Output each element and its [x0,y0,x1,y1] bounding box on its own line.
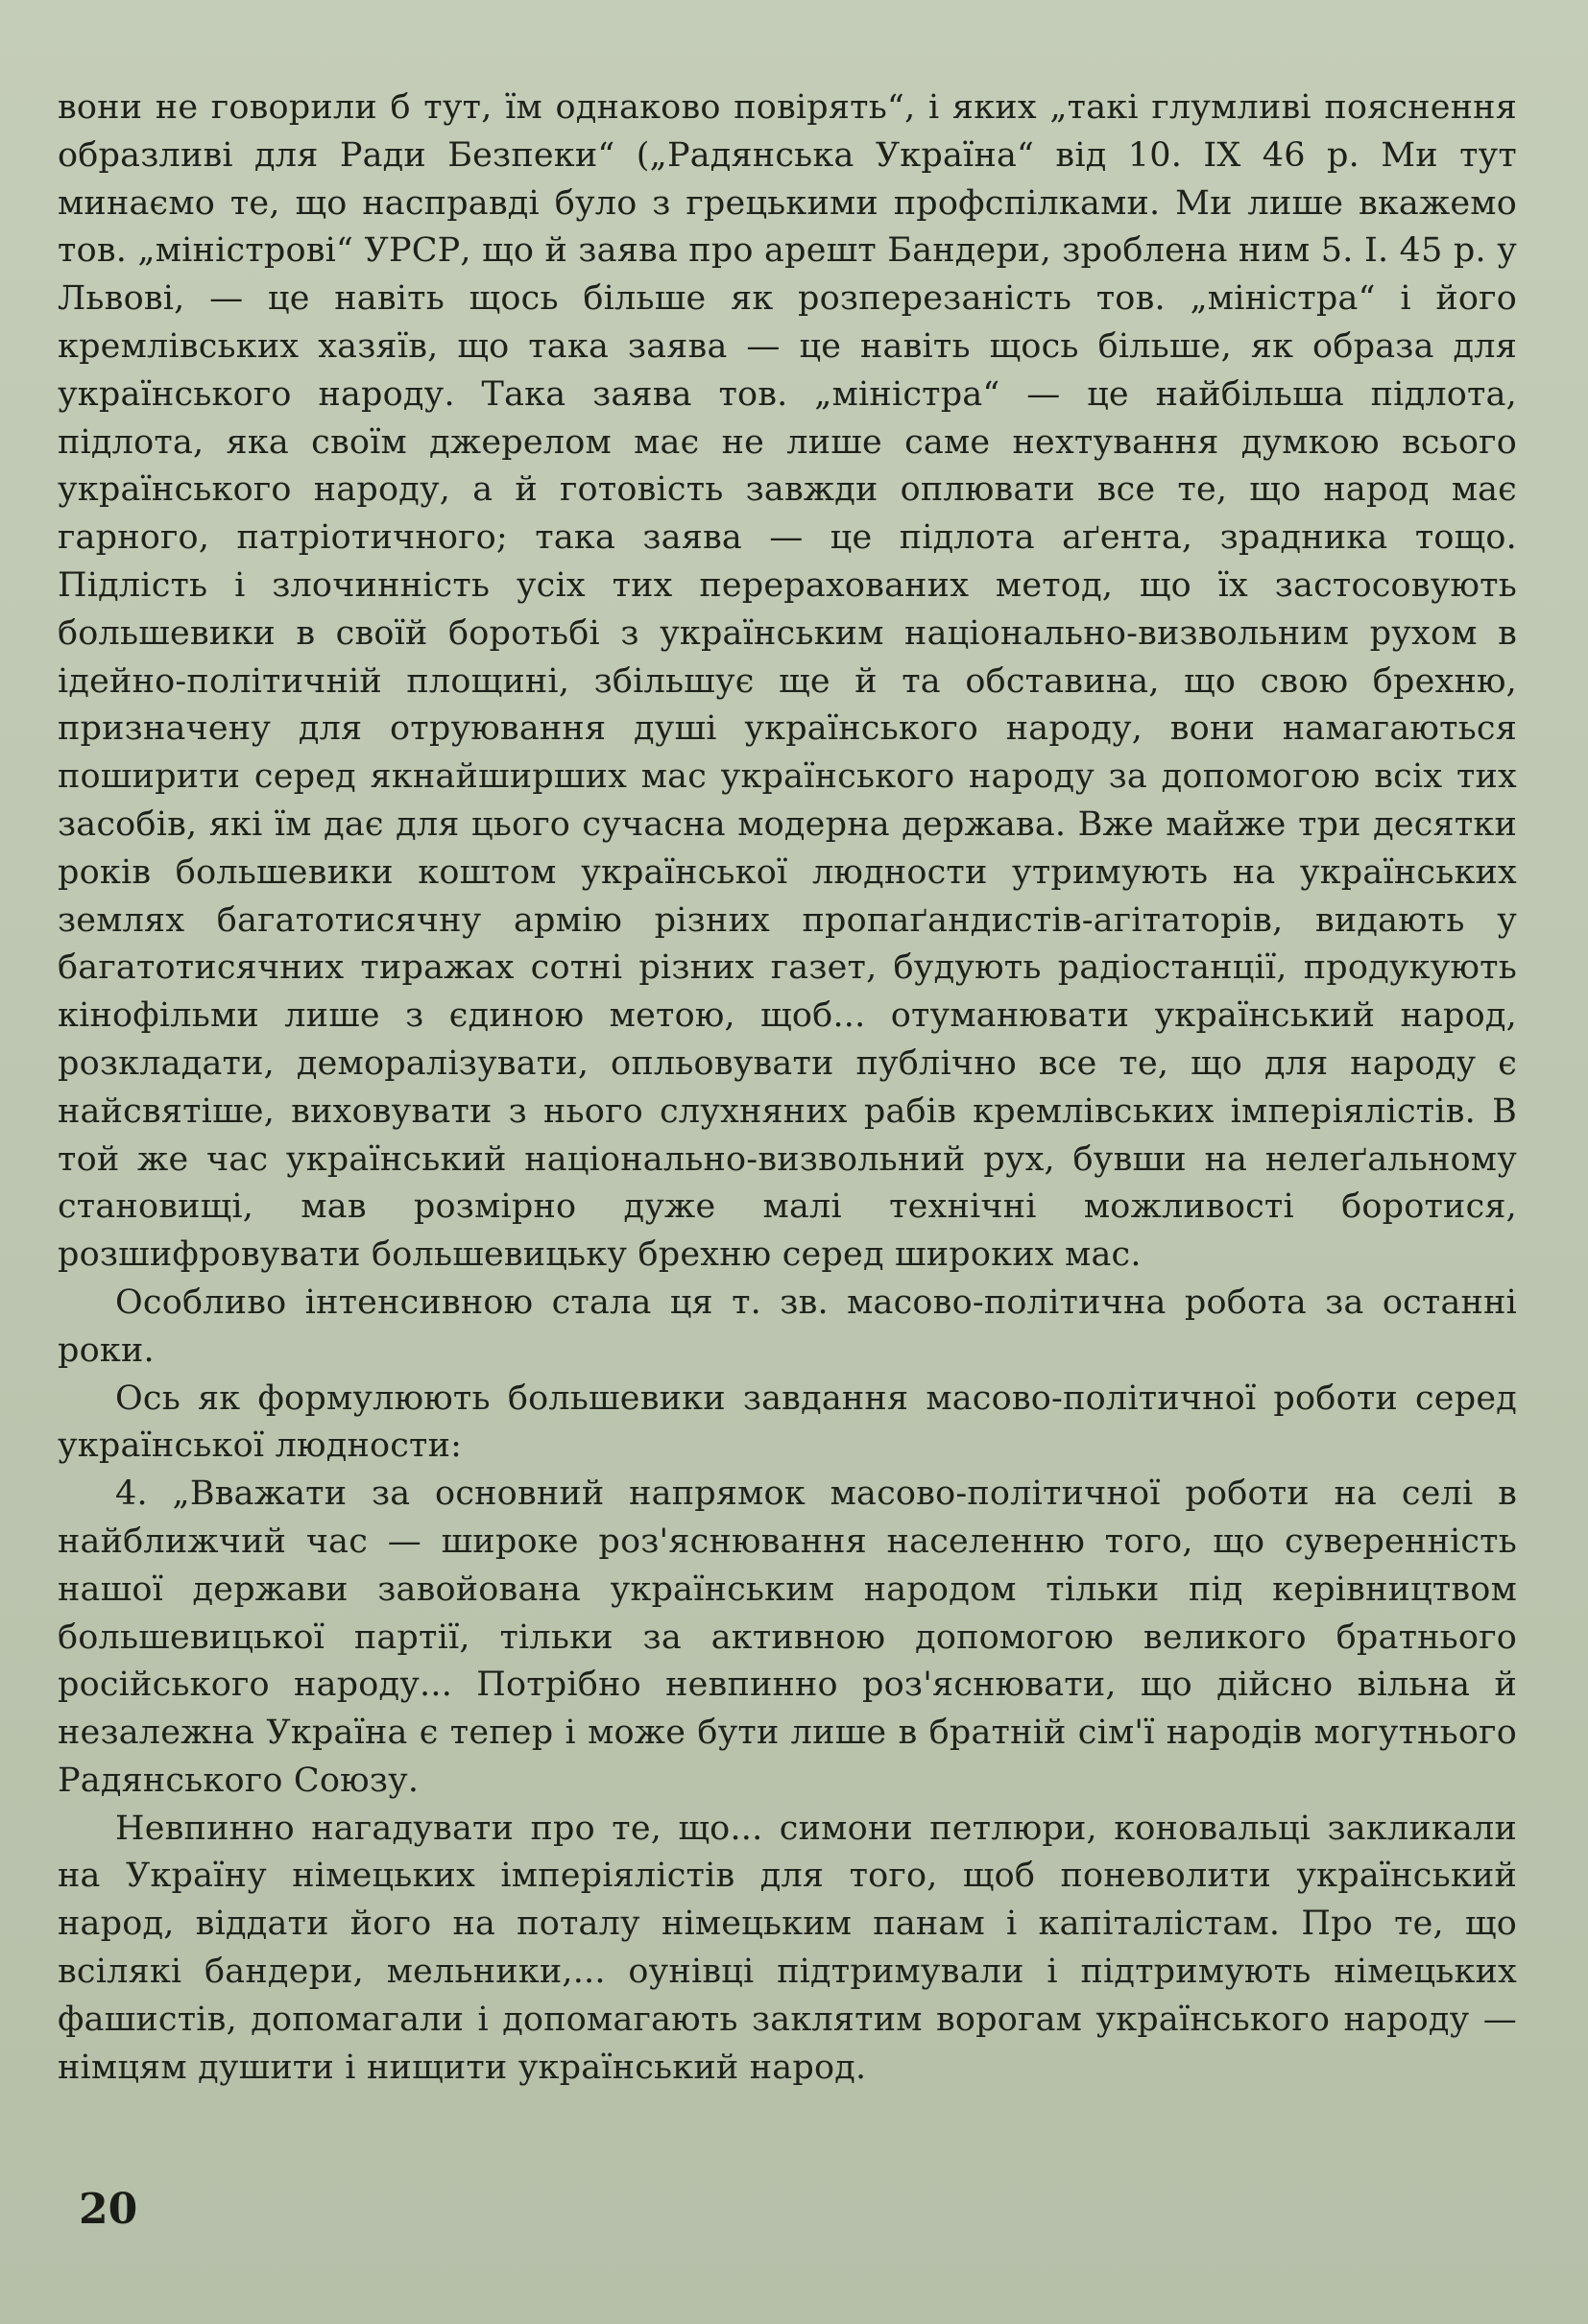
paragraph-5: Невпинно нагадувати про те, що... симони петлюри, коновальці закликали на Україну німецьких імперіялістів для того, щоб поневолити український народ, віддати його на поталу німецьким панам і капіталістам. Про те, що всілякі бандери, мельники,... оунівці підтримували і підтримують німецьких фашистів, допомагали і допомагають заклятим ворогам українського народу — німцям душити і нищити український народ. [58,1809,1517,2087]
body-text [58,84,1517,2092]
paragraph-3: Ось як формулюють большевики завдання масово-політичної роботи серед української людности: [58,1378,1517,1466]
paragraph-2: Особливо інтенсивною стала ця т. зв. масово-політична робота за останні роки. [58,1282,1517,1370]
paragraph-4: 4. „Вважати за основний напрямок масово-політичної роботи на селі в найближчий час — широке роз'яснювання населенню того, що суверенність нашої держави завойована українським народом тільки під керівництвом большевицької партії, тільки за активною допомогою великого братнього російського народу... Потрібно невпинно роз'яснювати, що дійсно вільна й незалежна Україна є тепер і може бути лише в братній сім'ї народів могутнього Радянського Союзу. [58,1474,1517,1800]
paragraph-1: вони не говорили б тут, їм однаково повірять“, і яких „такі глумливі пояснення образливі для Ради Безпеки“ („Радянська Україна“ від 10. IX 46 р. Ми тут минаємо те, що насправді було з грецькими профспілками. Ми лише вкажемо тов. „міністрові“ УРСР, що й заява про арешт Бандери, зроблена ним 5. І. 45 р. у Львові, — це навіть щось більше як розперезаність тов. „міністра“ і його кремлівських хазяїв, що така заява — це навіть щось більше, як образа для українського народу. Така заява тов. „міністра“ — це найбільша підлота, підлота, яка своїм джерелом має не лише саме нехтування думкою всього українського народу, а й готовість завжди оплювати все те, що народ має гарного, патріотичного; така заява — це підлота аґента, зрадника тощо. Підлість і злочинність усіх тих перерахованих метод, що їх застосовують большевики в своїй боротьбі з українським національно-визвольним рухом в ідейно-політичній площині, збільшує ще й та обставина, що свою брехню, призначену для отруювання душі українського народу, вони намагаються поширити серед якнайширших мас українського народу за допомогою всіх тих засобів, які їм дає для цього сучасна модерна держава. Вже майже три десятки років большевики коштом української людности утримують на українських землях багатотисячну армію різних пропаґандистів-агітаторів, видають у багатотисячних тиражах сотні різних газет, будують радіостанції, продукують кінофільми лише з єдиною метою, щоб... отуманювати український народ, розкладати, деморалізувати, опльовувати публічно все те, що для народу є найсвятіше, виховувати з нього слухняних рабів кремлівських імперіялістів. В той же час український національно-визвольний рух, бувши на нелеґальному становищі, мав розмірно дуже малі технічні можливості боротися, розшифровувати большевицьку брехню серед широких мас. [58,88,1517,1275]
page-number: 20 [79,2185,138,2234]
